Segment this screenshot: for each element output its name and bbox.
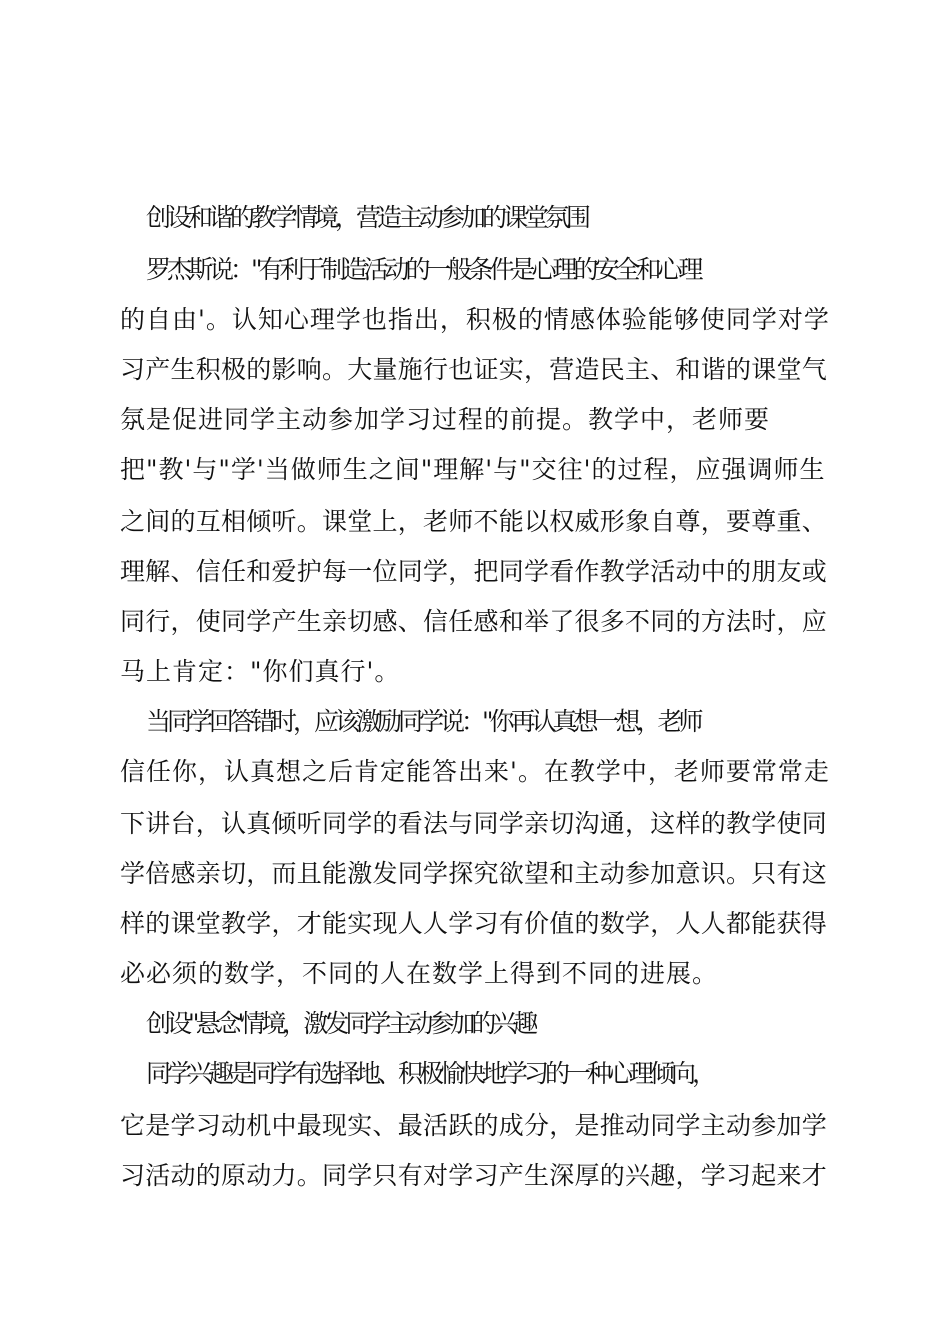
paragraph-line: 同行，使同学产生亲切感、信任感和举了很多不同的方法时，应 — [120, 607, 828, 636]
paragraph-line: 理解、信任和爱护每一位同学，把同学看作教学活动中的朋友或 — [120, 557, 828, 586]
paragraph-line: 习产生积极的影响。大量施行也证实，营造民主、和谐的课堂气 — [120, 355, 828, 384]
paragraph-line: 当同学回答错时，应该激励同学说："你再认真想一想，老师 — [146, 707, 700, 736]
paragraph-line: 同学兴趣是同学有选择地、积极愉快地学习的一种心理倾向， — [146, 1059, 714, 1088]
paragraph-line: 马上肯定："你们真行'。 — [120, 657, 401, 686]
paragraph-line: 必必须的数学，不同的人在数学上得到不同的进展。 — [120, 959, 719, 988]
paragraph-line: 罗杰斯说："有利于制造活动的一般条件是心理的安全和心理 — [146, 255, 700, 284]
paragraph-line: 下讲台，认真倾听同学的看法与同学亲切沟通，这样的教学使同 — [120, 809, 828, 838]
section-heading-2: 创设"悬念'情境，激发同学主动参加的兴趣 — [146, 1009, 535, 1038]
section-heading-1: 创设和谐的教学情境，营造主动参加的课堂氛围 — [146, 203, 588, 232]
paragraph-line: 习活动的原动力。同学只有对学习产生深厚的兴趣，学习起来才 — [120, 1161, 828, 1190]
paragraph-line: 样的课堂教学，才能实现人人学习有价值的数学，人人都能获得 — [120, 909, 828, 938]
paragraph-line: 之间的互相倾听。课堂上，老师不能以权威形象自尊，要尊重、 — [120, 507, 828, 536]
paragraph-line: 把"教'与"学'当做师生之间"理解'与"交往'的过程，应强调师生 — [120, 455, 826, 484]
paragraph-line: 它是学习动机中最现实、最活跃的成分，是推动同学主动参加学 — [120, 1111, 828, 1140]
paragraph-line: 信任你，认真想之后肯定能答出来'。在教学中，老师要常常走 — [120, 757, 830, 786]
paragraph-line: 氛是促进同学主动参加学习过程的前提。教学中，老师要 — [120, 405, 771, 434]
paragraph-line: 学倍感亲切，而且能激发同学探究欲望和主动参加意识。只有这 — [120, 859, 828, 888]
paragraph-line: 的自由'。认知心理学也指出，积极的情感体验能够使同学对学 — [120, 305, 830, 334]
